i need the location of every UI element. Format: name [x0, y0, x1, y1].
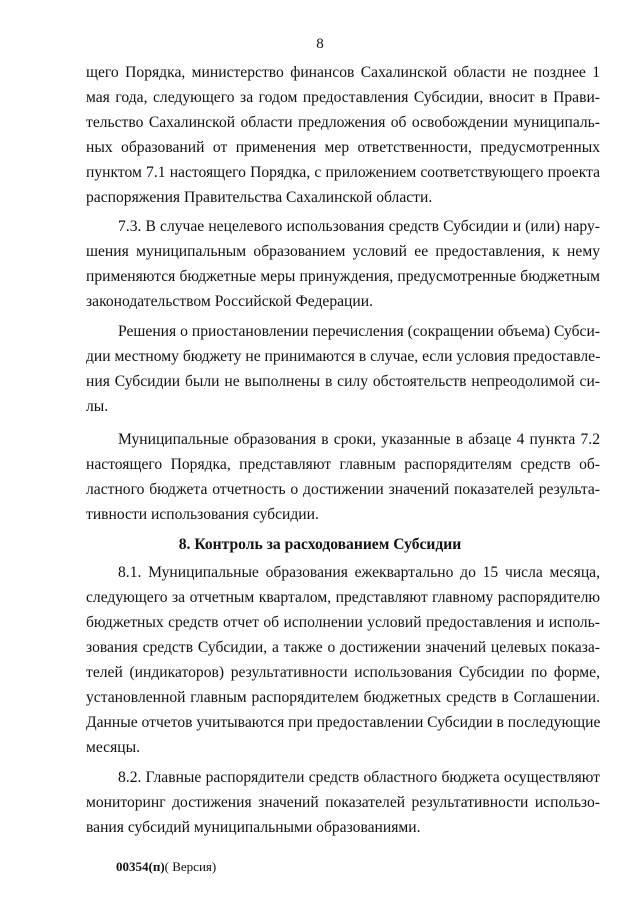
text-line: ластного бюджета отчетность о достижении значений показателей результа-: [86, 481, 600, 498]
text-line: 7.3. В случае нецелевого использования средств Субсидии и (или) нару-: [118, 218, 600, 235]
text-line: телей (индикаторов) результативности использования Субсидии по форме,: [86, 664, 600, 681]
text-line: бюджетных средств отчет об исполнении условий предоставления и исполь-: [86, 614, 600, 631]
text-line: настоящего Порядка, представляют главным распорядителям средств об-: [86, 456, 600, 473]
text-line: вания субсидий муниципальными образованиями.: [86, 819, 421, 836]
text-line: зования средств Субсидии, а также о достижении значений целевых показа-: [86, 639, 600, 656]
text-line: установленной главным распорядителем бюджетных средств в Соглашении.: [86, 689, 600, 706]
text-line: следующего за отчетным кварталом, представляют главному распорядителю: [86, 589, 600, 606]
text-line: ных образований от применения мер ответственности, предусмотренных: [86, 139, 600, 156]
document-code: 00354(п): [116, 859, 165, 874]
text-line: месяцы.: [86, 739, 140, 756]
text-line: распоряжения Правительства Сахалинской области.: [86, 189, 433, 206]
text-line: применяются бюджетные меры принуждения, предусмотренные бюджетным: [86, 268, 600, 285]
text-line: тивности использования субсидии.: [86, 506, 319, 523]
text-line: 8.2. Главные распорядители средств областного бюджета осуществляют: [118, 769, 600, 786]
text-line: ния Субсидии были не выполнены в силу обстоятельств непреодолимой си-: [86, 373, 600, 390]
text-line: Муниципальные образования в сроки, указанные в абзаце 4 пункта 7.2: [118, 431, 600, 448]
text-line: Данные отчетов учитываются при предоставлении Субсидии в последующие: [86, 714, 601, 731]
text-line: мая года, следующего за годом предоставления Субсидии, вносит в Прави-: [86, 89, 600, 106]
text-line: лы.: [86, 398, 109, 415]
text-line: пунктом 7.1 настоящего Порядка, с приложением соответствующего проекта: [86, 164, 600, 181]
text-line: дии местному бюджету не принимаются в случае, если условия предоставле-: [86, 348, 601, 365]
text-line: шения муниципальным образованием условий ее предоставления, к нему: [86, 243, 600, 260]
document-version: ( Версия): [164, 859, 217, 874]
text-line: законодательством Российской Федерации.: [86, 293, 373, 310]
text-line: мониторинг достижения значений показателей результативности использо-: [86, 794, 600, 811]
page-number: 8: [316, 36, 324, 52]
text-line: щего Порядка, министерство финансов Сахалинской области не позднее 1: [86, 64, 600, 81]
text-line: Решения о приостановлении перечисления (сокращении объема) Субси-: [118, 323, 600, 340]
document-footer: [116, 858, 216, 876]
section-heading: 8. Контроль за расходованием Субсидии: [178, 536, 462, 553]
text-line: тельство Сахалинской области предложения об освобождении муниципаль-: [86, 114, 600, 131]
text-line: 8.1. Муниципальные образования ежеквартально до 15 числа месяца,: [118, 564, 600, 581]
